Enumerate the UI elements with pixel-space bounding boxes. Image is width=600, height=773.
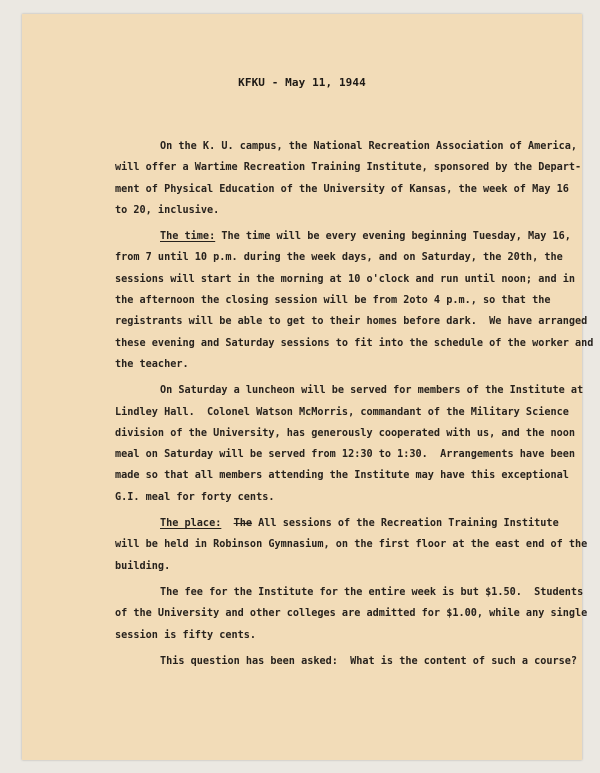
text-run: All sessions of the Recreation Training Institute	[252, 518, 559, 530]
paragraph-time	[115, 226, 594, 375]
text-line: the afternoon the closing session will be from 2oto 4 p.m., so that the	[115, 295, 551, 307]
struck-out-word: The	[233, 518, 253, 530]
text-line: meal on Saturday will be served from 12:30 to 1:30. Arrangements have been	[115, 449, 576, 461]
paragraph-place	[115, 513, 588, 577]
document-heading: KFKU - May 11, 1944	[238, 76, 366, 89]
text-line: will be held in Robinson Gymnasium, on the first floor at the east end of the	[115, 539, 588, 551]
document-page	[22, 14, 594, 760]
text-line: made so that all members attending the Institute may have this exceptional	[115, 470, 569, 482]
text-line: sessions will start in the morning at 10 o'clock and run until noon; and in	[115, 273, 576, 285]
section-label-time: The time:	[160, 231, 216, 243]
text-line: registrants will be able to get to their homes before dark. We have arranged	[115, 316, 588, 328]
text-run: The time will be every evening beginning Tuesday, May 16,	[215, 231, 571, 243]
section-label-place: The place:	[160, 518, 222, 530]
text-line: session is fifty cents.	[115, 629, 257, 641]
text-line: building.	[115, 560, 171, 572]
text-line	[115, 513, 559, 534]
text-line	[115, 226, 571, 247]
paragraph-fee	[115, 582, 588, 646]
text-line: This question has been asked: What is the content of such a course?	[160, 655, 578, 667]
text-line: the teacher.	[115, 358, 189, 370]
paragraph-1	[115, 136, 582, 221]
text-line: Lindley Hall. Colonel Watson McMorris, commandant of the Military Science	[115, 406, 569, 418]
text-line: division of the University, has generously cooperated with us, and the noon	[115, 427, 576, 439]
text-line: from 7 until 10 p.m. during the week days, and on Saturday, the 20th, the	[115, 252, 563, 264]
text-line: of the University and other colleges are admitted for $1.00, while any single	[115, 608, 588, 620]
document-body	[115, 136, 594, 672]
text-line: On the K. U. campus, the National Recreation Association of America,	[160, 141, 578, 152]
text-line: On Saturday a luncheon will be served for members of the Institute at	[160, 385, 584, 397]
paragraph-question	[115, 651, 578, 672]
text-line: to 20, inclusive.	[115, 204, 220, 216]
text-line: ment of Physical Education of the University of Kansas, the week of May 16	[115, 183, 569, 195]
text-line: these evening and Saturday sessions to fit into the schedule of the worker and	[115, 337, 594, 349]
text-line: G.I. meal for forty cents.	[115, 491, 275, 503]
paragraph-luncheon	[115, 380, 584, 508]
text-line: The fee for the Institute for the entire week is but $1.50. Students	[160, 586, 584, 598]
text-line: will offer a Wartime Recreation Training Institute, sponsored by the Depart-	[115, 162, 582, 174]
